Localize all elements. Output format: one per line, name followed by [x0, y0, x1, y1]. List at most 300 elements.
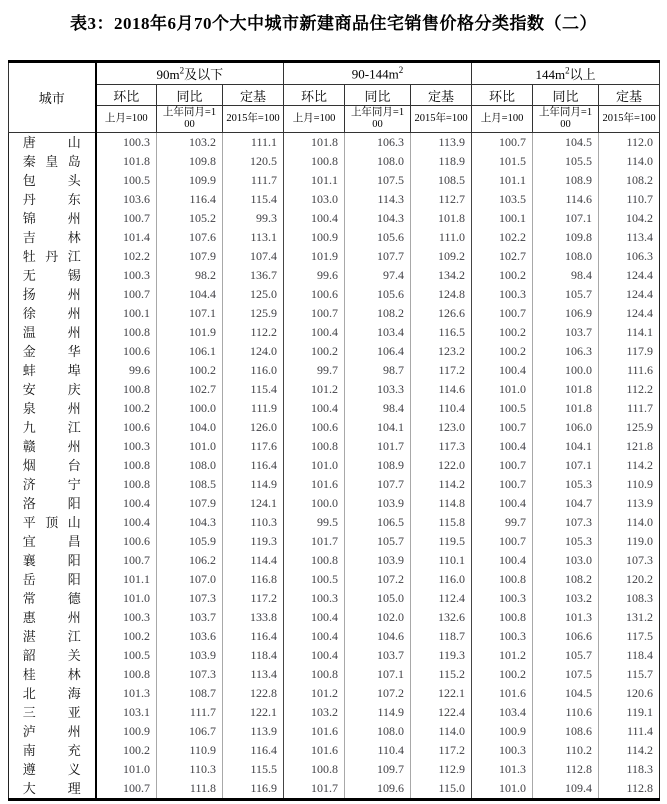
value-cell-90-144-mom: 99.5 — [284, 513, 345, 532]
value-cell-90below-mom: 102.2 — [96, 247, 157, 266]
value-cell-90-144-yoy: 107.7 — [345, 247, 411, 266]
city-cell — [9, 247, 96, 266]
value-cell-90below-yoy: 111.8 — [157, 779, 223, 800]
city-name: 九江 — [22, 420, 81, 435]
value-cell-90below-mom: 100.2 — [96, 399, 157, 418]
value-cell-144above-mom: 101.0 — [472, 380, 533, 399]
value-cell-90-144-fixed: 117.3 — [411, 437, 472, 456]
value-cell-144above-mom: 100.7 — [472, 133, 533, 153]
city-cell — [9, 627, 96, 646]
group-label: 以上 — [569, 67, 596, 82]
value-cell-144above-fixed: 106.3 — [626, 249, 654, 263]
city-cell — [9, 228, 96, 247]
value-cell-90below-mom: 100.6 — [96, 532, 157, 551]
group-label: 及以下 — [184, 67, 224, 82]
city-cell — [9, 418, 96, 437]
value-cell-90-144-mom: 101.9 — [284, 247, 345, 266]
value-cell-144above-yoy: 112.8 — [533, 760, 599, 779]
value-cell-90below-fixed: 112.2 — [223, 323, 284, 342]
city-name: 遵义 — [22, 762, 81, 777]
value-cell-90below-mom: 100.5 — [96, 646, 157, 665]
value-cell-90-144-fixed: 132.6 — [411, 608, 472, 627]
value-cell-90-144-fixed: 124.8 — [411, 285, 472, 304]
superscript-2: 2 — [565, 65, 570, 76]
base-header-row — [9, 106, 660, 133]
city-name: 惠州 — [22, 610, 81, 625]
value-cell-90below-fixed: 124.0 — [223, 342, 284, 361]
city-cell — [9, 513, 96, 532]
value-cell-144above-mom: 100.4 — [472, 494, 533, 513]
value-cell-90below-yoy: 101.0 — [157, 437, 223, 456]
city-cell — [9, 380, 96, 399]
value-cell-90-144-fixed: 123.0 — [411, 418, 472, 437]
value-cell-90-144-fixed: 116.0 — [411, 570, 472, 589]
value-cell-90-144-fixed: 117.2 — [411, 361, 472, 380]
value-cell-144above-yoy: 104.5 — [533, 133, 599, 153]
table-row — [9, 380, 660, 399]
value-cell-90-144-fixed: 122.4 — [411, 703, 472, 722]
city-name: 温州 — [22, 325, 81, 340]
value-cell-90below-fixed: 115.4 — [223, 380, 284, 399]
value-cell-90below-mom: 101.3 — [96, 684, 157, 703]
table-row — [9, 494, 660, 513]
value-cell-90below-mom: 100.6 — [96, 418, 157, 437]
value-cell-90-144-yoy: 107.5 — [345, 171, 411, 190]
value-cell-90below-yoy: 98.2 — [157, 266, 223, 285]
value-cell-90-144-mom: 100.6 — [284, 285, 345, 304]
value-cell-90-144-yoy: 103.7 — [345, 646, 411, 665]
city-name: 桂林 — [22, 667, 81, 682]
base-header-prev-year: 上年同月=100 — [533, 106, 599, 133]
city-cell — [9, 722, 96, 741]
city-name: 泸州 — [22, 724, 81, 739]
value-cell-90below-mom: 100.1 — [96, 304, 157, 323]
value-cell-90below-mom: 99.6 — [96, 361, 157, 380]
city-name: 三亚 — [22, 705, 81, 720]
value-cell-144above-fixed: 131.2 — [626, 610, 654, 624]
value-cell-144above-fixed: 114.0 — [626, 154, 654, 168]
value-cell-90-144-fixed: 117.2 — [411, 741, 472, 760]
value-cell-90-144-fixed: 134.2 — [411, 266, 472, 285]
value-cell-90-144-fixed: 123.2 — [411, 342, 472, 361]
value-cell-90below-fixed: 116.4 — [223, 741, 284, 760]
city-name: 扬州 — [22, 287, 81, 302]
value-cell-144above-fixed: 113.4 — [626, 230, 654, 244]
value-cell-90-144-yoy: 114.3 — [345, 190, 411, 209]
city-cell — [9, 171, 96, 190]
value-cell-90below-yoy: 103.2 — [157, 133, 223, 153]
city-name: 韶关 — [22, 648, 81, 663]
value-cell-144above-yoy: 108.9 — [533, 171, 599, 190]
value-cell-144above-yoy: 104.1 — [533, 437, 599, 456]
value-cell-90below-yoy: 104.3 — [157, 513, 223, 532]
group-header-row — [9, 62, 660, 85]
value-cell-144above-yoy: 103.2 — [533, 589, 599, 608]
value-cell-90below-mom: 100.7 — [96, 209, 157, 228]
value-cell-144above-fixed: 121.8 — [626, 439, 654, 453]
city-name: 安庆 — [22, 382, 81, 397]
table-row — [9, 665, 660, 684]
group-label: 90m — [156, 67, 180, 82]
value-cell-90below-yoy: 106.2 — [157, 551, 223, 570]
value-cell-144above-yoy: 106.6 — [533, 627, 599, 646]
value-cell-90-144-yoy: 114.9 — [345, 703, 411, 722]
city-name: 金华 — [22, 344, 81, 359]
table-row — [9, 475, 660, 494]
value-cell-144above-mom: 100.7 — [472, 456, 533, 475]
value-cell-144above-yoy: 110.6 — [533, 703, 599, 722]
value-cell-144above-fixed: 111.6 — [626, 363, 654, 377]
group-header-144-above — [472, 62, 660, 85]
value-cell-144above-yoy: 105.3 — [533, 532, 599, 551]
value-cell-90below-fixed: 125.0 — [223, 285, 284, 304]
value-cell-90-144-yoy: 97.4 — [345, 266, 411, 285]
value-cell-90-144-yoy: 108.0 — [345, 722, 411, 741]
value-cell-90-144-fixed: 126.6 — [411, 304, 472, 323]
value-cell-144above-yoy: 107.1 — [533, 456, 599, 475]
value-cell-90-144-yoy: 107.2 — [345, 684, 411, 703]
value-cell-144above-yoy: 108.0 — [533, 247, 599, 266]
value-cell-144above-yoy: 101.3 — [533, 608, 599, 627]
value-cell-90below-fixed: 118.4 — [223, 646, 284, 665]
value-cell-90below-fixed: 111.7 — [223, 171, 284, 190]
table-row — [9, 551, 660, 570]
value-cell-90below-fixed: 122.1 — [223, 703, 284, 722]
value-cell-90below-mom: 103.1 — [96, 703, 157, 722]
city-cell — [9, 665, 96, 684]
value-cell-90below-mom: 100.9 — [96, 722, 157, 741]
city-cell — [9, 703, 96, 722]
table-row — [9, 152, 660, 171]
value-cell-90-144-fixed: 109.2 — [411, 247, 472, 266]
value-cell-144above-fixed: 117.9 — [626, 344, 654, 358]
value-cell-90below-fixed: 122.8 — [223, 684, 284, 703]
value-cell-90below-yoy: 116.4 — [157, 190, 223, 209]
page-title: 表3：2018年6月70个大中城市新建商品住宅销售价格分类指数（二） — [70, 14, 597, 33]
table-row — [9, 627, 660, 646]
group-label: 144m — [535, 67, 566, 82]
value-cell-90below-fixed: 116.8 — [223, 570, 284, 589]
value-cell-90-144-mom: 100.8 — [284, 551, 345, 570]
value-cell-90below-mom: 100.2 — [96, 627, 157, 646]
value-cell-90-144-yoy: 107.2 — [345, 570, 411, 589]
city-name: 徐州 — [22, 306, 81, 321]
city-name: 南充 — [22, 743, 81, 758]
table-row — [9, 323, 660, 342]
city-cell — [9, 399, 96, 418]
value-cell-90-144-fixed: 114.8 — [411, 494, 472, 513]
value-cell-90below-fixed: 117.6 — [223, 437, 284, 456]
value-cell-90-144-mom: 101.2 — [284, 684, 345, 703]
value-cell-90-144-yoy: 103.9 — [345, 494, 411, 513]
value-cell-90-144-fixed: 116.5 — [411, 323, 472, 342]
value-cell-90below-fixed: 114.4 — [223, 551, 284, 570]
city-cell — [9, 684, 96, 703]
metric-header-mom: 环比 — [96, 85, 157, 106]
value-cell-144above-mom: 100.7 — [472, 304, 533, 323]
base-header-prev-year: 上年同月=100 — [157, 106, 223, 133]
table-row — [9, 532, 660, 551]
city-name: 牡丹江 — [22, 249, 81, 264]
value-cell-90below-yoy: 107.3 — [157, 665, 223, 684]
value-cell-90below-mom: 100.4 — [96, 494, 157, 513]
value-cell-144above-yoy: 110.2 — [533, 741, 599, 760]
value-cell-90-144-yoy: 105.6 — [345, 285, 411, 304]
value-cell-144above-mom: 101.2 — [472, 646, 533, 665]
value-cell-90-144-mom: 100.8 — [284, 665, 345, 684]
value-cell-90-144-mom: 100.4 — [284, 323, 345, 342]
value-cell-90-144-fixed: 108.5 — [411, 171, 472, 190]
value-cell-144above-fixed: 119.1 — [626, 705, 654, 719]
value-cell-90-144-fixed: 114.0 — [411, 722, 472, 741]
value-cell-90below-mom: 101.0 — [96, 589, 157, 608]
city-name: 唐山 — [22, 135, 81, 150]
value-cell-144above-mom: 100.3 — [472, 285, 533, 304]
value-cell-90below-fixed: 125.9 — [223, 304, 284, 323]
value-cell-90below-mom: 101.1 — [96, 570, 157, 589]
value-cell-90-144-fixed: 111.0 — [411, 228, 472, 247]
value-cell-144above-fixed: 120.6 — [626, 686, 654, 700]
value-cell-144above-mom: 100.7 — [472, 418, 533, 437]
value-cell-90-144-fixed: 119.3 — [411, 646, 472, 665]
value-cell-90below-yoy: 104.4 — [157, 285, 223, 304]
value-cell-144above-yoy: 106.3 — [533, 342, 599, 361]
value-cell-144above-yoy: 104.5 — [533, 684, 599, 703]
metric-header-row — [9, 85, 660, 106]
value-cell-90below-yoy: 111.7 — [157, 703, 223, 722]
city-cell — [9, 342, 96, 361]
value-cell-90-144-mom: 101.1 — [284, 171, 345, 190]
value-cell-90-144-yoy: 105.6 — [345, 228, 411, 247]
value-cell-90below-mom: 100.5 — [96, 171, 157, 190]
city-name: 大理 — [22, 781, 81, 796]
value-cell-144above-mom: 100.7 — [472, 475, 533, 494]
value-cell-144above-yoy: 104.7 — [533, 494, 599, 513]
value-cell-144above-yoy: 100.0 — [533, 361, 599, 380]
table-row — [9, 209, 660, 228]
table-row — [9, 342, 660, 361]
value-cell-90below-fixed: 117.2 — [223, 589, 284, 608]
city-name: 锦州 — [22, 211, 81, 226]
value-cell-90-144-fixed: 110.1 — [411, 551, 472, 570]
value-cell-144above-fixed: 110.7 — [626, 192, 654, 206]
value-cell-90-144-mom: 100.4 — [284, 627, 345, 646]
value-cell-90below-yoy: 106.1 — [157, 342, 223, 361]
value-cell-144above-fixed: 111.4 — [626, 724, 654, 738]
value-cell-144above-mom: 100.2 — [472, 266, 533, 285]
city-cell — [9, 532, 96, 551]
city-column-header: 城市 — [9, 62, 96, 133]
value-cell-90below-yoy: 108.7 — [157, 684, 223, 703]
value-cell-90below-yoy: 107.9 — [157, 247, 223, 266]
value-cell-144above-yoy: 105.3 — [533, 475, 599, 494]
value-cell-144above-yoy: 108.6 — [533, 722, 599, 741]
value-cell-90-144-mom: 101.0 — [284, 456, 345, 475]
table-row — [9, 722, 660, 741]
value-cell-90-144-fixed: 122.0 — [411, 456, 472, 475]
table-row — [9, 741, 660, 760]
city-cell — [9, 361, 96, 380]
value-cell-90below-fixed: 119.3 — [223, 532, 284, 551]
value-cell-90-144-mom: 100.4 — [284, 209, 345, 228]
value-cell-90-144-mom: 99.7 — [284, 361, 345, 380]
value-cell-90-144-yoy: 108.2 — [345, 304, 411, 323]
value-cell-144above-mom: 100.5 — [472, 399, 533, 418]
city-name: 蚌埠 — [22, 363, 81, 378]
value-cell-90below-yoy: 105.2 — [157, 209, 223, 228]
city-name: 岳阳 — [22, 572, 81, 587]
value-cell-144above-mom: 103.4 — [472, 703, 533, 722]
value-cell-144above-mom: 100.4 — [472, 551, 533, 570]
value-cell-90below-yoy: 109.9 — [157, 171, 223, 190]
value-cell-90-144-yoy: 106.4 — [345, 342, 411, 361]
value-cell-90-144-fixed: 118.9 — [411, 152, 472, 171]
value-cell-90below-yoy: 107.6 — [157, 228, 223, 247]
value-cell-144above-yoy: 105.7 — [533, 285, 599, 304]
value-cell-90-144-mom: 100.4 — [284, 646, 345, 665]
value-cell-90-144-mom: 101.6 — [284, 741, 345, 760]
value-cell-144above-yoy: 109.8 — [533, 228, 599, 247]
value-cell-144above-fixed: 107.3 — [626, 553, 654, 567]
value-cell-90below-yoy: 102.7 — [157, 380, 223, 399]
value-cell-90below-fixed: 136.7 — [223, 266, 284, 285]
value-cell-90-144-fixed: 112.9 — [411, 760, 472, 779]
city-name: 泉州 — [22, 401, 81, 416]
value-cell-90below-yoy: 101.9 — [157, 323, 223, 342]
city-cell — [9, 646, 96, 665]
value-cell-90-144-yoy: 105.0 — [345, 589, 411, 608]
value-cell-90-144-yoy: 103.9 — [345, 551, 411, 570]
value-cell-144above-mom: 102.7 — [472, 247, 533, 266]
value-cell-90below-mom: 101.4 — [96, 228, 157, 247]
value-cell-90-144-mom: 103.0 — [284, 190, 345, 209]
base-header-prev-month: 上月=100 — [472, 106, 533, 133]
value-cell-90-144-mom: 100.8 — [284, 437, 345, 456]
value-cell-90below-fixed: 111.1 — [223, 133, 284, 153]
value-cell-90below-mom: 100.8 — [96, 380, 157, 399]
value-cell-144above-fixed: 115.7 — [626, 667, 654, 681]
value-cell-144above-fixed: 111.7 — [626, 401, 654, 415]
value-cell-144above-fixed: 117.5 — [626, 629, 654, 643]
value-cell-90below-mom: 100.6 — [96, 342, 157, 361]
value-cell-90below-mom: 101.0 — [96, 760, 157, 779]
value-cell-90below-fixed: 133.8 — [223, 608, 284, 627]
city-cell — [9, 437, 96, 456]
value-cell-90-144-fixed: 122.1 — [411, 684, 472, 703]
value-cell-90-144-mom: 100.6 — [284, 418, 345, 437]
value-cell-144above-fixed: 118.3 — [626, 762, 654, 776]
value-cell-90below-yoy: 110.9 — [157, 741, 223, 760]
value-cell-144above-fixed: 124.4 — [626, 287, 654, 301]
value-cell-144above-fixed: 120.2 — [626, 572, 654, 586]
value-cell-144above-mom: 101.1 — [472, 171, 533, 190]
value-cell-144above-mom: 102.2 — [472, 228, 533, 247]
city-name: 湛江 — [22, 629, 81, 644]
value-cell-90below-yoy: 108.5 — [157, 475, 223, 494]
city-cell — [9, 190, 96, 209]
value-cell-90below-mom: 100.3 — [96, 266, 157, 285]
city-name: 北海 — [22, 686, 81, 701]
table-row — [9, 266, 660, 285]
value-cell-144above-fixed: 125.9 — [626, 420, 654, 434]
value-cell-90below-fixed: 113.4 — [223, 665, 284, 684]
city-cell — [9, 304, 96, 323]
city-name: 烟台 — [22, 458, 81, 473]
value-cell-90-144-fixed: 112.4 — [411, 589, 472, 608]
value-cell-144above-mom: 100.8 — [472, 570, 533, 589]
value-cell-90-144-mom: 103.2 — [284, 703, 345, 722]
value-cell-144above-yoy: 105.5 — [533, 152, 599, 171]
value-cell-90below-yoy: 103.9 — [157, 646, 223, 665]
value-cell-90below-fixed: 124.1 — [223, 494, 284, 513]
city-name: 平顶山 — [22, 515, 81, 530]
city-cell — [9, 323, 96, 342]
value-cell-144above-mom: 100.4 — [472, 361, 533, 380]
value-cell-90-144-fixed: 119.5 — [411, 532, 472, 551]
city-cell — [9, 152, 96, 171]
table-row — [9, 399, 660, 418]
value-cell-90below-fixed: 99.3 — [223, 209, 284, 228]
value-cell-90below-fixed: 116.4 — [223, 456, 284, 475]
value-cell-90-144-yoy: 108.9 — [345, 456, 411, 475]
value-cell-90-144-yoy: 106.3 — [345, 133, 411, 153]
value-cell-144above-fixed: 124.4 — [626, 268, 654, 282]
value-cell-90-144-mom: 101.7 — [284, 779, 345, 800]
value-cell-90-144-fixed: 115.8 — [411, 513, 472, 532]
price-index-table — [8, 60, 660, 801]
value-cell-90-144-yoy: 104.6 — [345, 627, 411, 646]
table-row — [9, 646, 660, 665]
value-cell-90-144-mom: 100.8 — [284, 152, 345, 171]
table-row — [9, 608, 660, 627]
value-cell-90below-mom: 100.4 — [96, 513, 157, 532]
value-cell-144above-mom: 101.0 — [472, 779, 533, 800]
value-cell-144above-mom: 100.4 — [472, 437, 533, 456]
value-cell-90below-fixed: 113.9 — [223, 722, 284, 741]
value-cell-90below-yoy: 103.7 — [157, 608, 223, 627]
city-cell — [9, 760, 96, 779]
city-name: 吉林 — [22, 230, 81, 245]
value-cell-90-144-mom: 101.8 — [284, 133, 345, 153]
table-row — [9, 285, 660, 304]
table-row — [9, 779, 660, 800]
table-row — [9, 247, 660, 266]
superscript-2: 2 — [179, 65, 185, 76]
city-name: 秦皇岛 — [22, 154, 81, 169]
metric-header-mom: 环比 — [472, 85, 533, 106]
value-cell-144above-fixed: 113.9 — [626, 496, 654, 510]
value-cell-90below-fixed: 113.1 — [223, 228, 284, 247]
value-cell-144above-mom: 100.2 — [472, 665, 533, 684]
table-row — [9, 513, 660, 532]
value-cell-90below-mom: 100.7 — [96, 551, 157, 570]
city-name: 包头 — [22, 173, 81, 188]
value-cell-90below-fixed: 116.4 — [223, 627, 284, 646]
value-cell-144above-yoy: 106.9 — [533, 304, 599, 323]
city-cell — [9, 551, 96, 570]
value-cell-90below-fixed: 114.9 — [223, 475, 284, 494]
value-cell-90below-yoy: 109.8 — [157, 152, 223, 171]
value-cell-90-144-yoy: 109.7 — [345, 760, 411, 779]
group-label: 90-144m — [351, 66, 399, 82]
value-cell-90-144-mom: 100.4 — [284, 608, 345, 627]
value-cell-90below-mom: 100.8 — [96, 475, 157, 494]
metric-header-yoy: 同比 — [157, 85, 223, 106]
value-cell-144above-mom: 100.3 — [472, 627, 533, 646]
value-cell-90below-yoy: 107.9 — [157, 494, 223, 513]
value-cell-90-144-fixed: 114.6 — [411, 380, 472, 399]
city-cell — [9, 741, 96, 760]
